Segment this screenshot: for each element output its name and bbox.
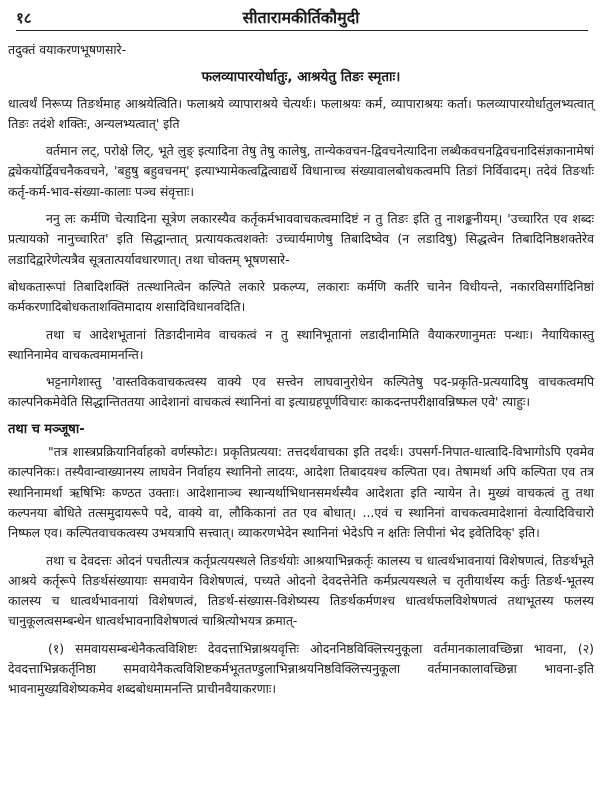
page-body bbox=[8, 40, 594, 707]
quote-paragraph: "तत्र शास्त्रप्रक्रियानिर्वाहको वर्णस्फोटः। प्रकृतिप्रत्यया: तत्तदर्थवाचका इति तदर्थः। उपसर्ग-निपात-धात्वादि-विभागोऽपि एवमेव काल्पनिकः। तस्यैवान्वाख्यानस्य लाघवेन निर्वाहय स्थानिनो लादयः, आदेशा तिबादयश्च कल्पिता एव। तेषामर्था अपि कल्पिता एव तत्र स्थानिनामर्था ऋषिभिः कण्ठत उक्ताः। आदेशानाञ्च स्थान्यर्थाभिधानसमर्थस्यैव आदेशता इति न्यायेन ते। मुख्यं वाचकत्वं तु तथा कल्पनया बोधिते तत्समुदायरूपे पदे, वाक्ये वा, लौकिकानां तत एव बोधात्। ...एवं च स्थानिनां वाचकत्वमादेशानां वेत्यादिविचारो निष्फल एव। कल्पितवाचकत्वस्य उभयत्रापि सत्त्वात्। व्याकरणभेदेन स्थानिनां भेदेऽपि न क्षतिः लिपीनां भेद इवेतिदिक्' इति। bbox=[8, 444, 594, 541]
paragraph-8: तथा च देवदत्तः ओदनं पचतीत्यत्र कर्तृप्रत्ययस्थले तिङर्थयोः आश्रयाभिन्नकर्तृः कालस्य च धात्वर्थभावनायां विशेषणत्वं, तिङर्थभूते आश्रये कर्तृरूपे तिङर्थसंख्यायाः समवायेन विशेषणत्वं, पच्यते ओदनो देवदत्तेनेति कर्मप्रत्ययस्थले च तृतीयार्थस्य कर्तुः तिङर्थ-भूतस्य कालस्य च धात्वर्थभावनायां विशेषणत्वं, तिङर्थ-संख्यास-विशेष्यस्य तिङर्थकर्मणश्च धात्वर्थफलविशेषणत्वं तथाभूतस्य फलस्य चानुकूलत्वसम्बन्धेन धात्वर्थभावनाविशेषणत्वं चाश्रित्योभयत्र क्रमात्- bbox=[8, 552, 594, 629]
verse-line: फलव्यापारयोर्धातुः, आश्रयेतु तिङः स्मृताः। bbox=[201, 69, 401, 86]
paragraph-4: बोधकतारूपां तिबादिशक्तिं तत्स्थानित्वेन कल्पिते लकारे प्रकल्प्य, लकाराः कर्मणि कर्तरि चानेन विधीयन्ते, नकारविसर्गादिनिष्ठां कर्मकरणादिबोधकताशक्तिमादाय शसादिविधानवदिति। bbox=[8, 278, 594, 315]
intro-line: तदुक्तं वयाकरणभूषणसारे- bbox=[8, 42, 127, 57]
page-number: १८ bbox=[16, 9, 32, 27]
paragraph-1: धात्वर्थं निरूप्य तिङर्थमाह आश्रयेत्विति। फलाश्रये व्यापाराश्रये चेत्यर्थः। फलाश्रयः कर्म, व्यापाराश्रयः कर्ता। फलव्यापारयोर्धातुलभ्यत्वात् तिङः तदंशे शक्तिः, अन्यलभ्यत्वात्' इति bbox=[8, 95, 594, 131]
header-rule bbox=[16, 30, 588, 31]
section-heading: तथा च मञ्जूषा- bbox=[8, 421, 85, 437]
page-header bbox=[8, 0, 594, 30]
paragraph-5: तथा च आदेशभूतानां तिङादीनामेव वाचकत्वं न तु स्थानिभूतानां लडादीनामिति वैयाकरणानुमतः पन्थाः। नैयायिकास्तु स्थानिनामेव वाचकत्वमामनन्ति। bbox=[8, 326, 594, 362]
paragraph-3: ननु लः कर्मणि चेत्यादिना सूत्रेण लकारस्यैव कर्तृकर्मभाववाचकत्वमादिष्टं न तु तिङः इति तु नाशङ्कनीयम्। 'उच्चारित एव शब्दः प्रत्यायको नानुच्चारित' इति सिद्धान्तात् प्रत्यायकत्वशक्तेः उच्चार्यमाणेषु तिबादिष्वेव (न लडादिषु) सिद्धत्वेन तिबादिनिष्ठशक्तेरेव लडादिद्वारेणेत्यत्रैव सूत्रतात्पर्यावधारणात्। तथा चोक्तम् भूषणसारे- bbox=[8, 211, 594, 267]
numbered-paragraph: (१) समवायसम्बन्धेनैकत्वविशिष्टः देवदत्ताभिन्नाश्रयवृत्तिः ओदननिष्ठविक्लित्त्यनुकूला वर्तमानकालावच्छिन्ना भावना, (२) देवदत्ताभिन्नकर्तृनिष्ठा समवायेनैकत्वविशिष्टकर्मभूततण्डुलाभिन्नाश्रयनिष्ठविक्लित्त्यनुकूला वर्तमानकालावच्छिन्ना भावना-इति भावनामुख्यविशेष्यकमेव शब्दबोधमामनन्ति प्राचीनवैयाकरणाः। bbox=[8, 640, 594, 697]
paragraph-2: वर्तमान लट्, परोक्षे लिट्, भूते लुङ् इत्यादिना तेषु तेषु कालेषु, तान्येकवचन-द्विवचनेत्यादिना लब्धैकवचनद्विवचनादिसंज्ञकानामेषां द्व्येकयोर्द्विवचनैकवचने, 'बहुषु बहुवचनम्' इत्याभ्यामेकत्वद्वित्वाद्यर्थे विधानाच्च संख्यावालबोधकत्वमपि तिङां निर्विवादम्। तदेवं तिङर्थाः कर्तृ-कर्म-भाव-संख्या-कालाः पञ्च संवृत्ताः। bbox=[8, 143, 594, 199]
paragraph-6: भट्टनागेशास्तु 'वास्तविकवाचकत्वस्य वाक्ये एव सत्त्वेन लाघवानुरोधेन कल्पितेषु पद-प्रकृति-प्रत्ययादिषु वाचकत्वमपि काल्पनिकमेवेति सिद्धान्तिततया आदेशानां वाचकत्वं स्थानिनां वा इत्याग्रहपूर्णविचारः काकदन्तपरीक्षावन्निष्फल एवे' त्याहुः। bbox=[8, 374, 594, 410]
running-head: सीतारामकीर्तिकौमुदी bbox=[242, 8, 360, 27]
